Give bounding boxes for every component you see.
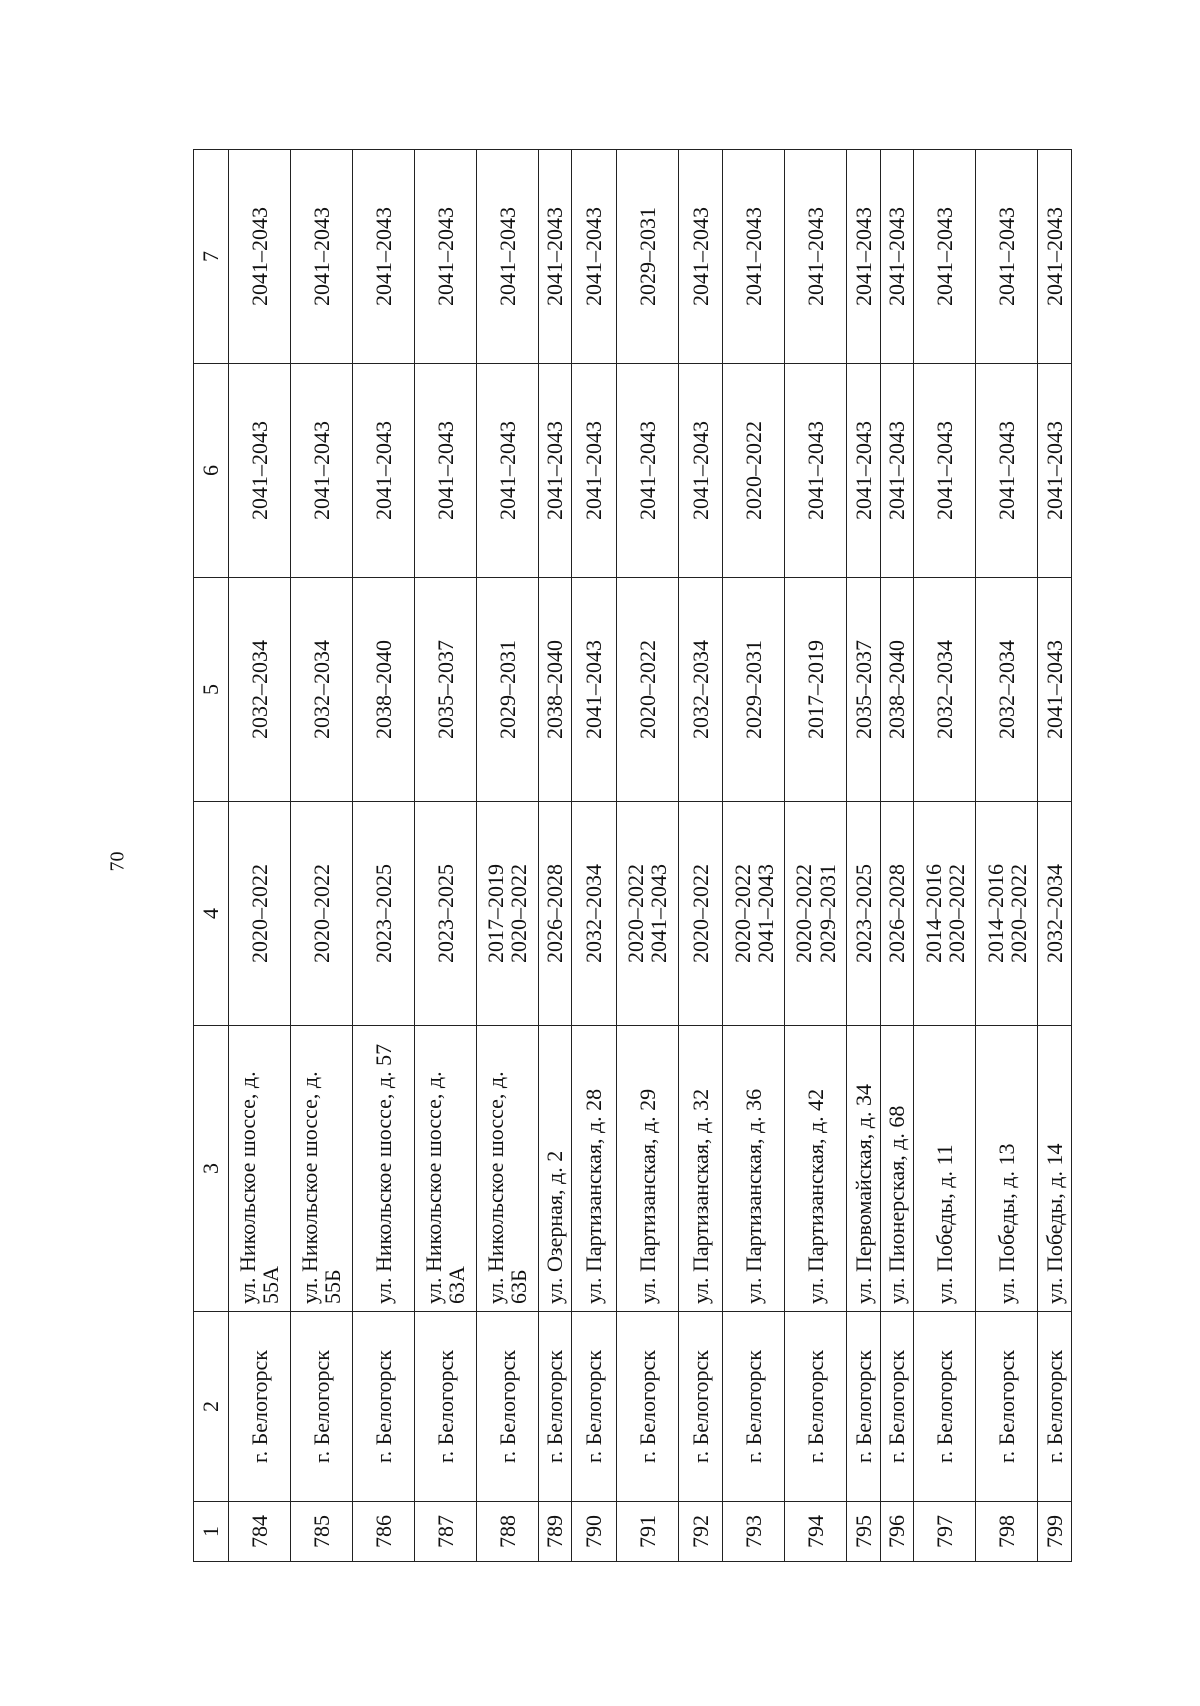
- period-cell-6: 2041–2043: [880, 364, 914, 578]
- address-cell: ул. Партизанская, д. 29: [616, 1026, 678, 1312]
- table-row: [290, 150, 352, 1562]
- table-body: [229, 150, 1072, 1562]
- period-cell-5: 2038–2040: [538, 578, 572, 802]
- row-number: 799: [1038, 1502, 1072, 1562]
- row-number: 787: [414, 1502, 476, 1562]
- table-row: [723, 150, 785, 1562]
- period-cell-6: 2041–2043: [290, 364, 352, 578]
- city-cell: г. Белогорск: [572, 1312, 617, 1502]
- period-cell-7: 2041–2043: [914, 150, 976, 364]
- row-number: 794: [785, 1502, 847, 1562]
- city-cell: г. Белогорск: [476, 1312, 538, 1502]
- table-row: [352, 150, 414, 1562]
- row-number: 789: [538, 1502, 572, 1562]
- period-cell-6: 2041–2043: [785, 364, 847, 578]
- table-row: [1038, 150, 1072, 1562]
- address-cell: ул. Партизанская, д. 36: [723, 1026, 785, 1312]
- period-cell-7: 2041–2043: [1038, 150, 1072, 364]
- address-cell: ул. Первомайская, д. 34: [846, 1026, 880, 1312]
- period-cell-4: 2032–2034: [1038, 802, 1072, 1026]
- period-cell-5: 2029–2031: [723, 578, 785, 802]
- address-cell: ул. Победы, д. 14: [1038, 1026, 1072, 1312]
- period-cell-7: 2041–2043: [414, 150, 476, 364]
- period-cell-7: 2041–2043: [785, 150, 847, 364]
- period-cell-4: 2020–2022 2041–2043: [723, 802, 785, 1026]
- city-cell: г. Белогорск: [846, 1312, 880, 1502]
- city-cell: г. Белогорск: [914, 1312, 976, 1502]
- row-number: 785: [290, 1502, 352, 1562]
- period-cell-6: 2041–2043: [572, 364, 617, 578]
- column-header: 7: [194, 150, 229, 364]
- period-cell-7: 2041–2043: [476, 150, 538, 364]
- city-cell: г. Белогорск: [229, 1312, 291, 1502]
- period-cell-7: 2041–2043: [678, 150, 723, 364]
- row-number: 796: [880, 1502, 914, 1562]
- address-cell: ул. Партизанская, д. 42: [785, 1026, 847, 1312]
- period-cell-4: 2020–2022: [229, 802, 291, 1026]
- city-cell: г. Белогорск: [290, 1312, 352, 1502]
- period-cell-5: 2029–2031: [476, 578, 538, 802]
- city-cell: г. Белогорск: [678, 1312, 723, 1502]
- period-cell-4: 2020–2022: [290, 802, 352, 1026]
- period-cell-6: 2041–2043: [678, 364, 723, 578]
- period-cell-6: 2020–2022: [723, 364, 785, 578]
- row-number: 791: [616, 1502, 678, 1562]
- city-cell: г. Белогорск: [1038, 1312, 1072, 1502]
- period-cell-5: 2032–2034: [229, 578, 291, 802]
- period-cell-6: 2041–2043: [352, 364, 414, 578]
- row-number: 793: [723, 1502, 785, 1562]
- city-cell: г. Белогорск: [880, 1312, 914, 1502]
- column-header: 4: [194, 802, 229, 1026]
- period-cell-4: 2020–2022 2041–2043: [616, 802, 678, 1026]
- city-cell: г. Белогорск: [616, 1312, 678, 1502]
- period-cell-6: 2041–2043: [616, 364, 678, 578]
- table-row: [846, 150, 880, 1562]
- row-number: 798: [976, 1502, 1038, 1562]
- period-cell-7: 2041–2043: [538, 150, 572, 364]
- period-cell-6: 2041–2043: [914, 364, 976, 578]
- table-row: [914, 150, 976, 1562]
- period-cell-4: 2020–2022: [678, 802, 723, 1026]
- row-number: 792: [678, 1502, 723, 1562]
- address-cell: ул. Победы, д. 13: [976, 1026, 1038, 1312]
- table-row: [880, 150, 914, 1562]
- period-cell-5: 2017–2019: [785, 578, 847, 802]
- period-cell-7: 2029–2031: [616, 150, 678, 364]
- period-cell-5: 2032–2034: [678, 578, 723, 802]
- address-cell: ул. Пионерская, д. 68: [880, 1026, 914, 1312]
- row-number: 788: [476, 1502, 538, 1562]
- city-cell: г. Белогорск: [785, 1312, 847, 1502]
- rotated-table-container: [193, 150, 1072, 1562]
- period-cell-6: 2041–2043: [538, 364, 572, 578]
- table-row: [414, 150, 476, 1562]
- row-number: 784: [229, 1502, 291, 1562]
- row-number: 797: [914, 1502, 976, 1562]
- table-row: [785, 150, 847, 1562]
- address-cell: ул. Озерная, д. 2: [538, 1026, 572, 1312]
- address-cell: ул. Партизанская, д. 28: [572, 1026, 617, 1312]
- period-cell-6: 2041–2043: [476, 364, 538, 578]
- period-cell-6: 2041–2043: [1038, 364, 1072, 578]
- table-row: [678, 150, 723, 1562]
- table-row: [572, 150, 617, 1562]
- row-number: 786: [352, 1502, 414, 1562]
- period-cell-7: 2041–2043: [229, 150, 291, 364]
- city-cell: г. Белогорск: [538, 1312, 572, 1502]
- period-cell-4: 2026–2028: [538, 802, 572, 1026]
- column-header: 5: [194, 578, 229, 802]
- period-cell-5: 2035–2037: [414, 578, 476, 802]
- column-header: 3: [194, 1026, 229, 1312]
- period-cell-4: 2014–2016 2020–2022: [976, 802, 1038, 1026]
- period-cell-4: 2017–2019 2020–2022: [476, 802, 538, 1026]
- city-cell: г. Белогорск: [352, 1312, 414, 1502]
- city-cell: г. Белогорск: [976, 1312, 1038, 1502]
- table-row: [476, 150, 538, 1562]
- row-number: 795: [846, 1502, 880, 1562]
- table-header-row: [194, 150, 229, 1562]
- table-row: [976, 150, 1038, 1562]
- period-cell-7: 2041–2043: [290, 150, 352, 364]
- period-cell-5: 2032–2034: [914, 578, 976, 802]
- period-cell-7: 2041–2043: [880, 150, 914, 364]
- period-cell-7: 2041–2043: [723, 150, 785, 364]
- period-cell-7: 2041–2043: [572, 150, 617, 364]
- row-number: 790: [572, 1502, 617, 1562]
- address-cell: ул. Никольское шоссе, д. 55А: [229, 1026, 291, 1312]
- period-cell-6: 2041–2043: [229, 364, 291, 578]
- period-cell-5: 2038–2040: [880, 578, 914, 802]
- column-header: 1: [194, 1502, 229, 1562]
- period-cell-4: 2020–2022 2029–2031: [785, 802, 847, 1026]
- column-header: 6: [194, 364, 229, 578]
- city-cell: г. Белогорск: [414, 1312, 476, 1502]
- period-cell-4: 2026–2028: [880, 802, 914, 1026]
- period-cell-5: 2041–2043: [1038, 578, 1072, 802]
- period-cell-4: 2032–2034: [572, 802, 617, 1026]
- period-cell-7: 2041–2043: [976, 150, 1038, 364]
- address-cell: ул. Никольское шоссе, д. 57: [352, 1026, 414, 1312]
- table-row: [229, 150, 291, 1562]
- data-table: [193, 149, 1072, 1562]
- period-cell-4: 2023–2025: [414, 802, 476, 1026]
- period-cell-6: 2041–2043: [846, 364, 880, 578]
- period-cell-7: 2041–2043: [352, 150, 414, 364]
- period-cell-6: 2041–2043: [414, 364, 476, 578]
- period-cell-5: 2038–2040: [352, 578, 414, 802]
- table-row: [616, 150, 678, 1562]
- table-row: [538, 150, 572, 1562]
- column-header: 2: [194, 1312, 229, 1502]
- page-number: 70: [106, 851, 129, 872]
- period-cell-5: 2020–2022: [616, 578, 678, 802]
- period-cell-7: 2041–2043: [846, 150, 880, 364]
- city-cell: г. Белогорск: [723, 1312, 785, 1502]
- address-cell: ул. Никольское шоссе, д. 63А: [414, 1026, 476, 1312]
- address-cell: ул. Партизанская, д. 32: [678, 1026, 723, 1312]
- period-cell-5: 2035–2037: [846, 578, 880, 802]
- period-cell-5: 2032–2034: [290, 578, 352, 802]
- period-cell-4: 2023–2025: [846, 802, 880, 1026]
- period-cell-5: 2032–2034: [976, 578, 1038, 802]
- address-cell: ул. Никольское шоссе, д. 55Б: [290, 1026, 352, 1312]
- period-cell-6: 2041–2043: [976, 364, 1038, 578]
- period-cell-4: 2023–2025: [352, 802, 414, 1026]
- address-cell: ул. Никольское шоссе, д. 63Б: [476, 1026, 538, 1312]
- period-cell-4: 2014–2016 2020–2022: [914, 802, 976, 1026]
- period-cell-5: 2041–2043: [572, 578, 617, 802]
- address-cell: ул. Победы, д. 11: [914, 1026, 976, 1312]
